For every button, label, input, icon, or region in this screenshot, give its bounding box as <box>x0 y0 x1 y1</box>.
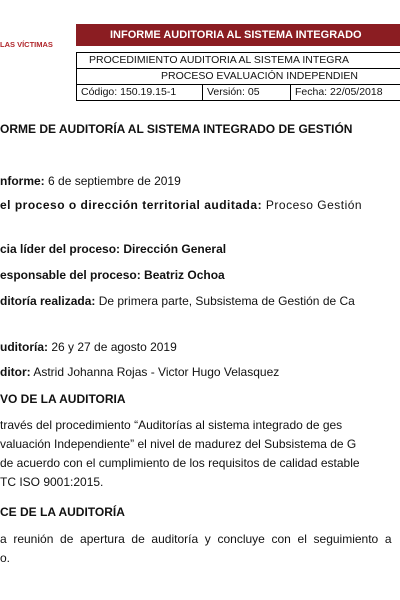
objetivo-line: valuación Independiente” el nivel de madurez del Subsistema de G <box>0 437 357 451</box>
field-value: 26 y 27 de agosto 2019 <box>48 340 177 354</box>
field-label: el proceso o dirección territorial auditada: <box>0 198 263 212</box>
doc-date: Fecha: 22/05/2018 <box>295 86 383 98</box>
field-value: Proceso Gestión <box>262 198 363 212</box>
field-tipo-auditoria <box>0 294 355 308</box>
field-label: ditoría realizada: <box>0 294 96 308</box>
doc-code: Código: 150.19.15-1 <box>77 85 203 100</box>
control-row <box>77 85 400 101</box>
field-label: ditor: <box>0 365 31 379</box>
field-proceso <box>0 198 362 212</box>
field-value: Astrid Johanna Rojas - Victor Hugo Velasquez <box>30 365 280 379</box>
alcance-line: a reunión de apertura de auditoría y concluye con el seguimiento a <box>0 532 392 546</box>
alcance-line: o. <box>0 551 11 565</box>
objetivo-heading: VO DE LA AUDITORIA <box>0 392 126 406</box>
objetivo-line: TC ISO 9001:2015. <box>0 475 104 489</box>
document-title: ORME DE AUDITORÍA AL SISTEMA INTEGRADO DE GESTIÓN <box>0 122 353 136</box>
doc-version: Versión: 05 <box>203 85 291 100</box>
objetivo-line: de acuerdo con el cumplimiento de los requisitos de calidad estable <box>0 456 360 470</box>
field-value: 6 de septiembre de 2019 <box>44 174 181 188</box>
document-control-table <box>76 52 400 101</box>
field-fecha-auditoria <box>0 340 177 354</box>
report-banner: INFORME AUDITORIA AL SISTEMA INTEGRADO <box>76 24 400 46</box>
field-responsable: esponsable del proceso: Beatriz Ochoa <box>0 268 225 282</box>
process-name: PROCESO EVALUACIÓN INDEPENDIEN <box>77 69 400 85</box>
entity-logo: LAS VÍCTIMAS <box>0 40 53 49</box>
alcance-heading: CE DE LA AUDITORÍA <box>0 505 125 519</box>
field-informe <box>0 174 181 188</box>
field-auditor <box>0 365 279 379</box>
field-value: De primera parte, Subsistema de Gestión de Ca <box>95 294 355 308</box>
field-dependencia-lider: cia líder del proceso: Dirección General <box>0 242 227 256</box>
procedure-name: PROCEDIMIENTO AUDITORIA AL SISTEMA INTEGRA <box>77 53 400 69</box>
objetivo-line: través del procedimiento “Auditorías al sistema integrado de ges <box>0 418 343 432</box>
field-label: nforme: <box>0 174 45 188</box>
field-label: uditoría: <box>0 340 48 354</box>
